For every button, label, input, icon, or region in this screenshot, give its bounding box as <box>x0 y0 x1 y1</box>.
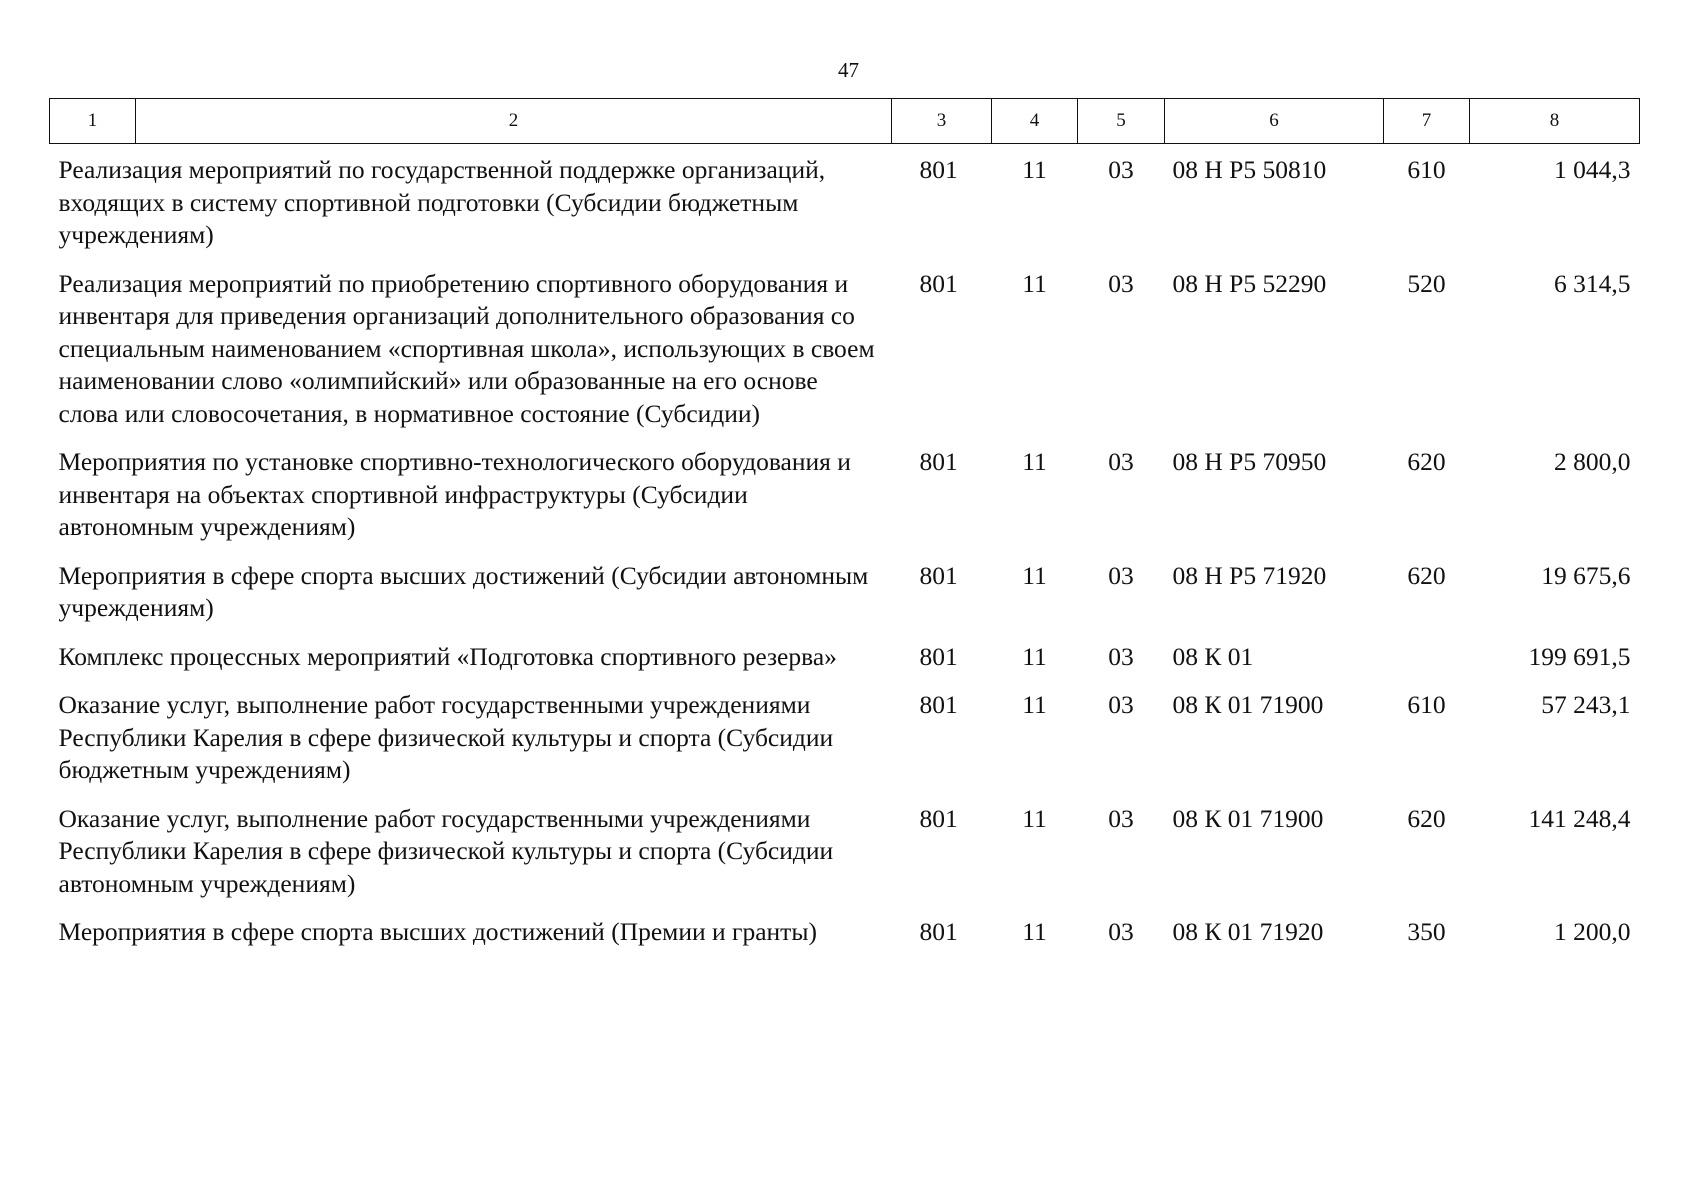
table-header <box>50 99 1640 144</box>
row-amount: 1 044,3 <box>1554 155 1631 184</box>
row-code-expense-type <box>1384 641 1470 690</box>
row-code-subsection: 03 <box>1108 155 1134 184</box>
row-name: Мероприятия по установке спортивно-технологического оборудования и инвентаря на объектах спортивной инфраструктуры (Субсидии автономным учреждениям) <box>58 447 851 541</box>
header-col-2: 2 <box>136 99 892 144</box>
header-col-1: 1 <box>50 99 136 144</box>
row-code-ministry: 801 <box>919 560 958 590</box>
table-row <box>50 268 1640 447</box>
table-body <box>50 144 1640 965</box>
row-code-target: 08 К 01 71920 <box>1172 917 1324 946</box>
row-amount: 19 675,6 <box>1541 560 1631 590</box>
row-amount: 199 691,5 <box>1528 641 1631 671</box>
row-code-expense-type: 350 <box>1407 917 1446 946</box>
row-code-ministry: 801 <box>919 690 958 719</box>
row-code-subsection: 03 <box>1108 447 1134 476</box>
row-code-section: 11 <box>1022 268 1047 298</box>
header-col-4: 4 <box>992 99 1078 144</box>
table-row <box>50 560 1640 641</box>
row-code-subsection: 03 <box>1108 641 1134 671</box>
row-amount: 141 248,4 <box>1528 803 1631 833</box>
row-name: Комплекс процессных мероприятий «Подготовка спортивного резерва» <box>58 641 837 671</box>
header-col-6: 6 <box>1165 99 1384 144</box>
row-code-section: 11 <box>1022 690 1047 719</box>
row-code-subsection: 03 <box>1108 917 1134 946</box>
header-col-7: 7 <box>1384 99 1470 144</box>
row-code-expense-type: 620 <box>1407 560 1446 590</box>
row-code-section: 11 <box>1022 917 1047 946</box>
row-name: Оказание услуг, выполнение работ государственными учреждениями Республики Карелия в сфере физической культуры и спорта (Субсидии бюджетным учреждениям) <box>58 690 834 784</box>
row-code-target: 08 К 01 71900 <box>1172 803 1324 833</box>
table-row <box>50 689 1640 803</box>
table-row <box>50 641 1640 690</box>
row-name: Мероприятия в сфере спорта высших достижений (Субсидии автономным учреждениям) <box>58 560 869 622</box>
row-code-section: 11 <box>1022 155 1047 184</box>
row-code-subsection: 03 <box>1108 690 1134 719</box>
row-code-subsection: 03 <box>1108 268 1134 298</box>
header-col-3: 3 <box>892 99 992 144</box>
table-row <box>50 916 1640 965</box>
row-code-target: 08 Н Р5 70950 <box>1172 447 1327 476</box>
row-code-section: 11 <box>1022 641 1047 671</box>
row-code-expense-type: 610 <box>1407 155 1446 184</box>
table-row <box>50 144 1640 268</box>
budget-table <box>49 98 1640 965</box>
row-code-expense-type: 620 <box>1407 447 1446 476</box>
row-code-target: 08 Н Р5 71920 <box>1172 560 1327 590</box>
row-amount: 1 200,0 <box>1554 917 1631 946</box>
table-row <box>50 803 1640 917</box>
row-code-expense-type: 610 <box>1407 690 1446 719</box>
page-number: 47 <box>838 58 859 82</box>
row-code-ministry: 801 <box>919 155 958 184</box>
row-code-section: 11 <box>1022 447 1047 476</box>
table-row <box>50 446 1640 560</box>
row-code-ministry: 801 <box>919 803 958 833</box>
row-amount: 57 243,1 <box>1541 690 1631 719</box>
row-name: Реализация мероприятий по государственной поддержке организаций, входящих в систему спортивной подготовки (Субсидии бюджетным учреждениям) <box>58 155 826 249</box>
row-code-section: 11 <box>1022 803 1047 833</box>
row-name: Оказание услуг, выполнение работ государственными учреждениями Республики Карелия в сфере физической культуры и спорта (Субсидии автономным учреждениям) <box>58 803 834 898</box>
row-code-ministry: 801 <box>919 268 958 298</box>
header-col-8: 8 <box>1470 99 1640 144</box>
row-code-expense-type: 520 <box>1407 268 1446 298</box>
header-row <box>50 99 1640 144</box>
row-code-section: 11 <box>1022 560 1047 590</box>
row-name: Реализация мероприятий по приобретению спортивного оборудования и инвентаря для приведения организаций дополнительного образования со специальным наименованием «спортивная школа», использующих в своем наименовании слово «олимпийский» или образованные на его основе слова или словосочетания, в нормативное состояние (Субсидии) <box>58 268 875 428</box>
row-code-subsection: 03 <box>1108 560 1134 590</box>
row-amount: 2 800,0 <box>1554 447 1631 476</box>
row-name: Мероприятия в сфере спорта высших достижений (Премии и гранты) <box>58 917 817 946</box>
row-amount: 6 314,5 <box>1554 268 1631 298</box>
header-col-5: 5 <box>1078 99 1165 144</box>
row-code-ministry: 801 <box>919 641 958 671</box>
row-code-target: 08 Н Р5 50810 <box>1172 155 1327 184</box>
row-code-ministry: 801 <box>919 447 958 476</box>
row-code-target: 08 К 01 <box>1172 641 1254 671</box>
row-code-target: 08 Н Р5 52290 <box>1172 268 1327 298</box>
row-code-subsection: 03 <box>1108 803 1134 833</box>
row-code-target: 08 К 01 71900 <box>1172 690 1324 719</box>
row-code-ministry: 801 <box>919 917 958 946</box>
row-code-expense-type: 620 <box>1407 803 1446 833</box>
